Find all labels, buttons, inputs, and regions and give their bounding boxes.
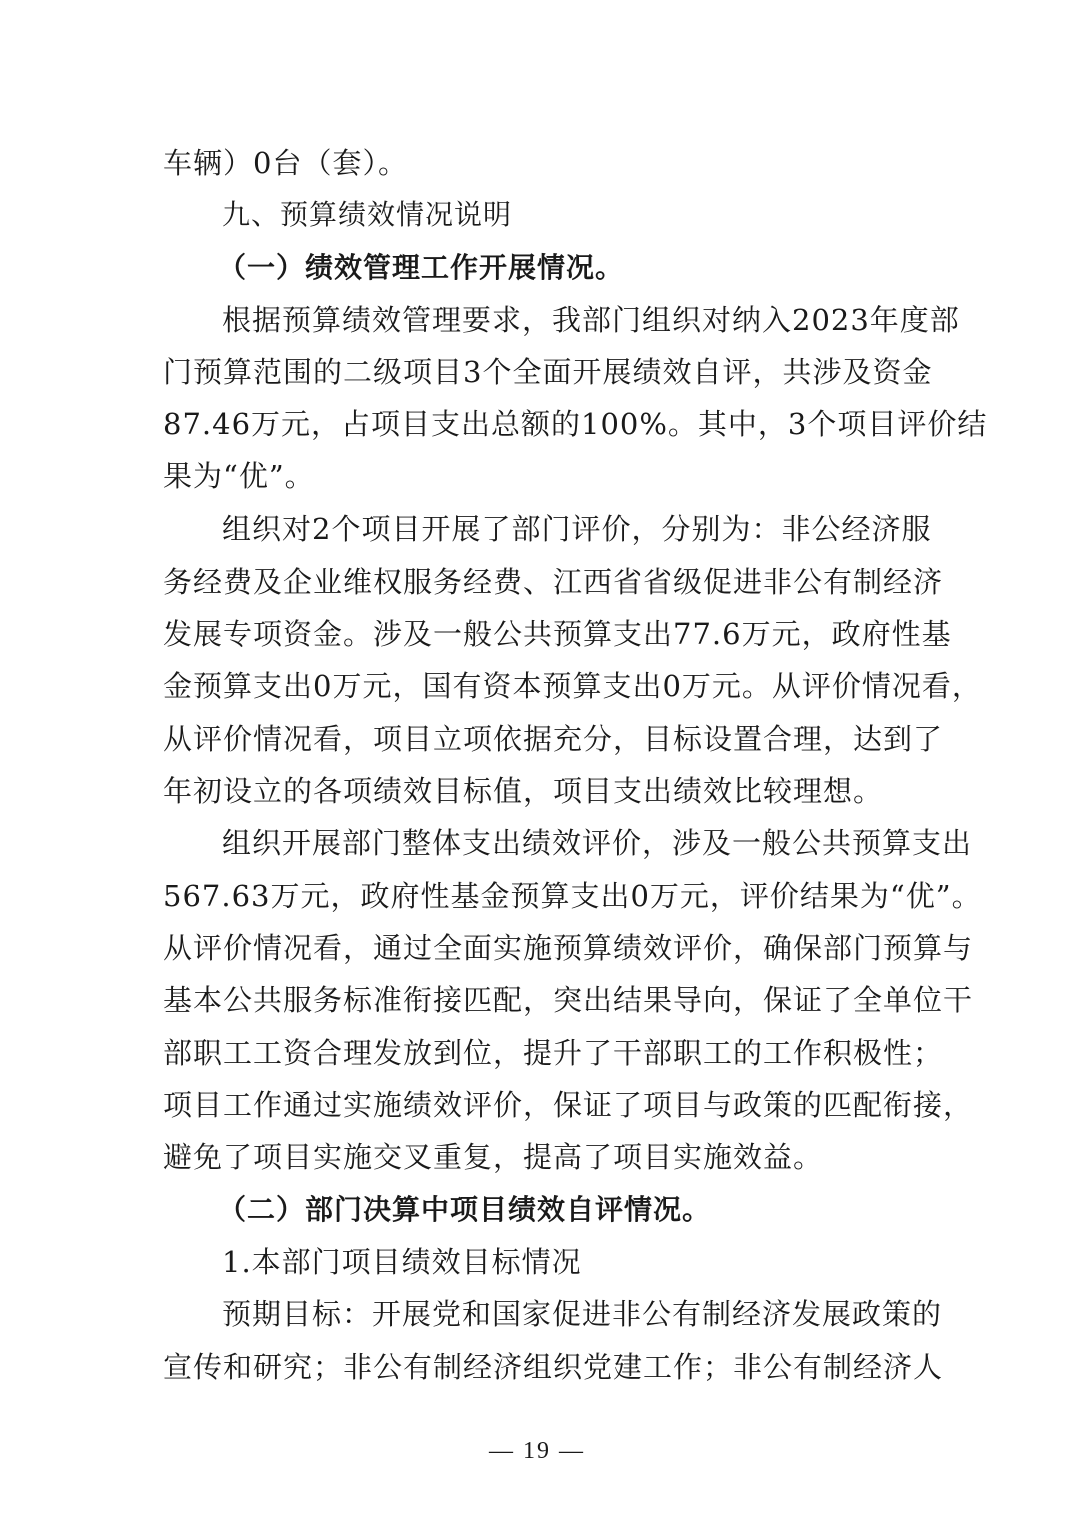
- text-line: 根据预算绩效管理要求，我部门组织对纳入2023年度部: [222, 303, 960, 337]
- text-line: 基本公共服务标准衔接匹配，突出结果导向，保证了全单位干: [163, 983, 974, 1017]
- text-line: 发展专项资金。涉及一般公共预算支出77.6万元，政府性基: [163, 617, 952, 651]
- text-line: 从评价情况看，通过全面实施预算绩效评价，确保部门预算与: [163, 931, 974, 965]
- text-line: 门预算范围的二级项目3个全面开展绩效自评，共涉及资金: [163, 355, 933, 389]
- text-line: 组织开展部门整体支出绩效评价，涉及一般公共预算支出: [222, 826, 973, 860]
- text-line: 车辆）0台（套）。: [163, 146, 408, 180]
- text-line: 项目工作通过实施绩效评价，保证了项目与政策的匹配衔接，: [163, 1088, 974, 1122]
- text-line: 年初设立的各项绩效目标值，项目支出绩效比较理想。: [163, 774, 884, 808]
- text-line: 从评价情况看，项目立项依据充分，目标设置合理，达到了: [163, 722, 944, 756]
- text-line: 宣传和研究；非公有制经济组织党建工作；非公有制经济人: [163, 1350, 944, 1384]
- subsection-heading: （一）绩效管理工作开展情况。: [218, 251, 625, 284]
- text-line: 1.本部门项目绩效目标情况: [222, 1245, 582, 1279]
- text-line: 务经费及企业维权服务经费、江西省省级促进非公有制经济: [163, 565, 944, 599]
- subsection-heading: （二）部门决算中项目绩效自评情况。: [218, 1193, 712, 1226]
- text-line: 避免了项目实施交叉重复，提高了项目实施效益。: [163, 1140, 824, 1174]
- section-heading: 九、预算绩效情况说明: [222, 198, 513, 231]
- text-line: 组织对2个项目开展了部门评价，分别为：非公经济服: [222, 512, 932, 546]
- text-line: 87.46万元，占项目支出总额的100%。其中，3个项目评价结: [163, 407, 988, 441]
- text-line: 预期目标：开展党和国家促进非公有制经济发展政策的: [222, 1297, 943, 1331]
- page-number: — 19 —: [489, 1438, 585, 1464]
- text-line: 567.63万元，政府性基金预算支出0万元，评价结果为“优”。: [163, 879, 982, 913]
- text-line: 金预算支出0万元，国有资本预算支出0万元。从评价情况看，: [163, 669, 982, 703]
- text-line: 部职工工资合理发放到位，提升了干部职工的工作积极性；: [163, 1036, 944, 1070]
- text-line: 果为“优”。: [163, 459, 315, 493]
